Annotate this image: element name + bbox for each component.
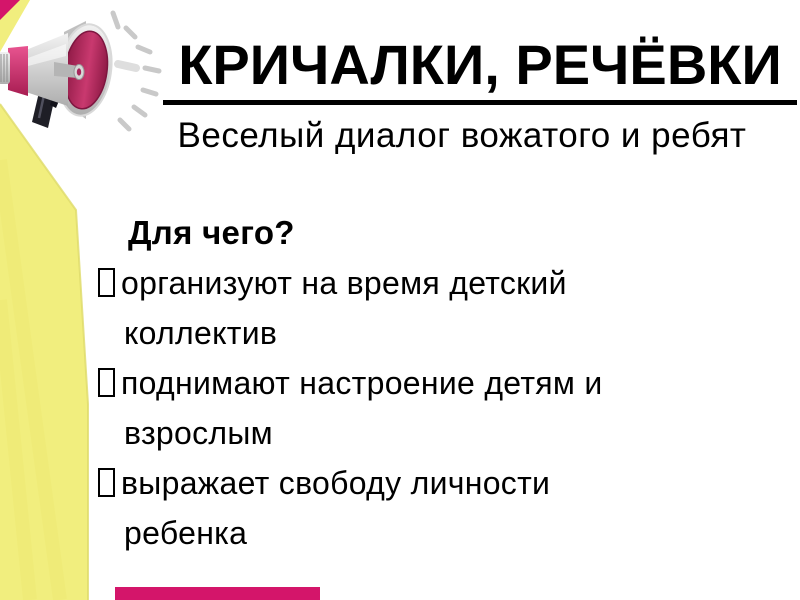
bullet-text: поднимают настроение детям и	[121, 365, 603, 401]
bullet-item	[98, 458, 738, 508]
bullet-checkbox-glyph	[98, 268, 115, 297]
bullet-checkbox-glyph	[98, 368, 115, 397]
slide-title: КРИЧАЛКИ, РЕЧЁВКИ	[163, 34, 797, 105]
bullet-text: выражает свободу личности	[121, 465, 551, 501]
megaphone-rear-cap	[0, 52, 10, 84]
slide-subtitle: Веселый диалог вожатого и ребят	[177, 116, 747, 155]
bullet-item-continuation	[98, 308, 738, 358]
bullet-text: организуют на время детский	[121, 265, 567, 301]
bullet-item	[98, 258, 738, 308]
bullet-item	[98, 358, 738, 408]
bullet-checkbox-glyph	[98, 468, 115, 497]
bullet-text: коллектив	[124, 315, 278, 351]
megaphone-pink-band	[8, 46, 28, 96]
bullet-text: ребенка	[124, 515, 248, 551]
bullet-item-continuation	[98, 508, 738, 558]
sound-rays-icon	[113, 13, 159, 129]
bullet-item-continuation	[98, 408, 738, 458]
question-heading: Для чего?	[128, 214, 295, 251]
bullet-text: взрослым	[124, 415, 273, 451]
slide-body	[98, 208, 738, 558]
bottom-accent-bar	[115, 587, 320, 600]
